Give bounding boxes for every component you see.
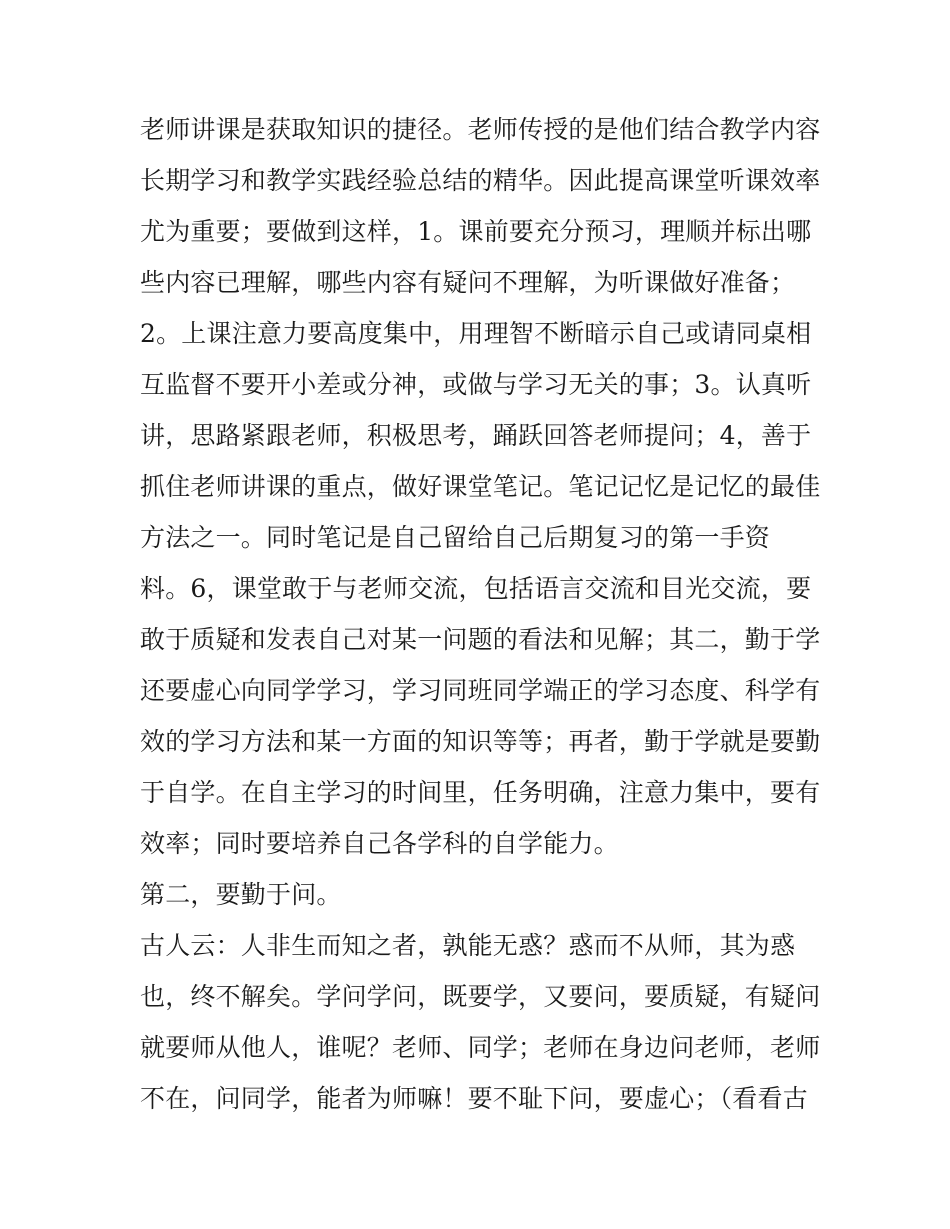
- text-line: 效的学习方法和某一方面的知识等等；再者，勤于学就是要勤: [140, 727, 821, 756]
- text-line: 老师讲课是获取知识的捷径。老师传授的是他们结合教学内容: [140, 115, 821, 144]
- text-line: 就要师从他人，谁呢？老师、同学；老师在身边问老师，老师: [140, 1033, 821, 1062]
- text-line: 讲，思路紧跟老师，积极思考，踊跃回答老师提问；4，善于: [140, 421, 812, 450]
- text-line: 互监督不要开小差或分神，或做与学习无关的事；3。认真听: [140, 370, 812, 399]
- text-line: 些内容已理解，哪些内容有疑问不理解，为听课做好准备；: [140, 268, 796, 297]
- text-line: 效率；同时要培养自己各学科的自学能力。: [140, 829, 619, 858]
- text-line: 还要虚心向同学学习，学习同班同学端正的学习态度、科学有: [140, 676, 821, 705]
- text-line: 方法之一。同时笔记是自己留给自己后期复习的第一手资: [140, 523, 771, 552]
- text-line: 2。上课注意力要高度集中，用理智不断暗示自己或请同桌相: [140, 319, 812, 348]
- text-line: 敢于质疑和发表自己对某一问题的看法和见解；其二，勤于学: [140, 625, 821, 654]
- text-line: 长期学习和教学实践经验总结的精华。因此提高课堂听课效率: [140, 166, 821, 195]
- text-line: 尤为重要；要做到这样，1。课前要充分预习，理顺并标出哪: [140, 217, 812, 246]
- section-heading: 第二，要勤于问。: [140, 880, 342, 909]
- text-line: 古人云：人非生而知之者，孰能无惑？惑而不从师，其为惑: [140, 931, 796, 960]
- text-line: 抓住老师讲课的重点，做好课堂笔记。笔记记忆是记忆的最佳: [140, 472, 821, 501]
- text-line: 也，终不解矣。学问学问，既要学，又要问，要质疑，有疑问: [140, 982, 821, 1011]
- text-line: 于自学。在自主学习的时间里，任务明确，注意力集中，要有: [140, 778, 821, 807]
- document-body: [140, 104, 830, 1124]
- text-line: 料。6，课堂敢于与老师交流，包括语言交流和目光交流，要: [140, 574, 812, 603]
- text-line: 不在，问同学，能者为师嘛！要不耻下问，要虚心；（看看古: [140, 1084, 808, 1113]
